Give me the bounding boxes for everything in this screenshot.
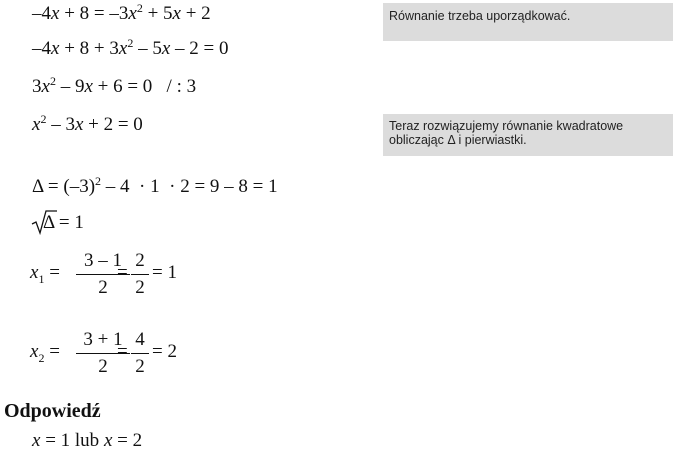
delta-line: $\Delta = (-3)^2 - 4 \cdot 1 \cdot 2 = 9 - 8 = 1$	[32, 174, 278, 197]
note-quadratic-line-2: obliczając Δ i pierwiastki.	[389, 133, 527, 147]
x1-label: $x_1$ =	[30, 262, 60, 286]
x1-denominator-2: 2	[135, 277, 145, 298]
answer-heading: Odpowiedź	[4, 400, 101, 422]
answer-text: x = 1 lub x = 2	[32, 430, 143, 451]
x1-denominator-1: 2	[98, 277, 108, 298]
x2-label: $x_2$ =	[30, 341, 60, 365]
x1-equals-1: =	[117, 262, 128, 283]
note-reorder	[383, 3, 673, 41]
fraction-bar	[131, 353, 149, 354]
x2-denominator-2: 2	[135, 356, 145, 377]
note-quadratic-line-1: Teraz rozwiązujemy równanie kwadratowe	[389, 119, 624, 133]
equation-line-1: $-4x + 8 = -3x^2 + 5x + 2$	[32, 1, 211, 24]
x1-result: = 1	[152, 262, 177, 283]
x2-denominator-1: 2	[98, 356, 108, 377]
x1-numerator-1: 3 – 1	[84, 250, 122, 271]
x2-equals-1: =	[117, 341, 128, 362]
equation-line-3: $3x^2 - 9x + 6 = 0$ / : 3	[32, 74, 197, 97]
note-quadratic	[383, 114, 673, 156]
note-reorder-text: Równanie trzeba uporządkować.	[389, 9, 571, 23]
x2-fraction-2	[131, 329, 149, 378]
x2-result: = 2	[152, 341, 177, 362]
x2-numerator-2: 4	[135, 329, 145, 350]
x1-numerator-2: 2	[135, 250, 145, 271]
equation-line-4: $x^2 - 3x + 2 = 0$	[32, 112, 143, 135]
x2-numerator-1: 3 + 1	[83, 329, 123, 350]
sqrt-delta-line: Δ = 1	[30, 208, 110, 236]
fraction-bar	[131, 274, 149, 275]
x1-fraction-2	[131, 250, 149, 299]
equation-line-2: $-4x + 8 + 3x^2 - 5x - 2 = 0$	[32, 36, 229, 59]
